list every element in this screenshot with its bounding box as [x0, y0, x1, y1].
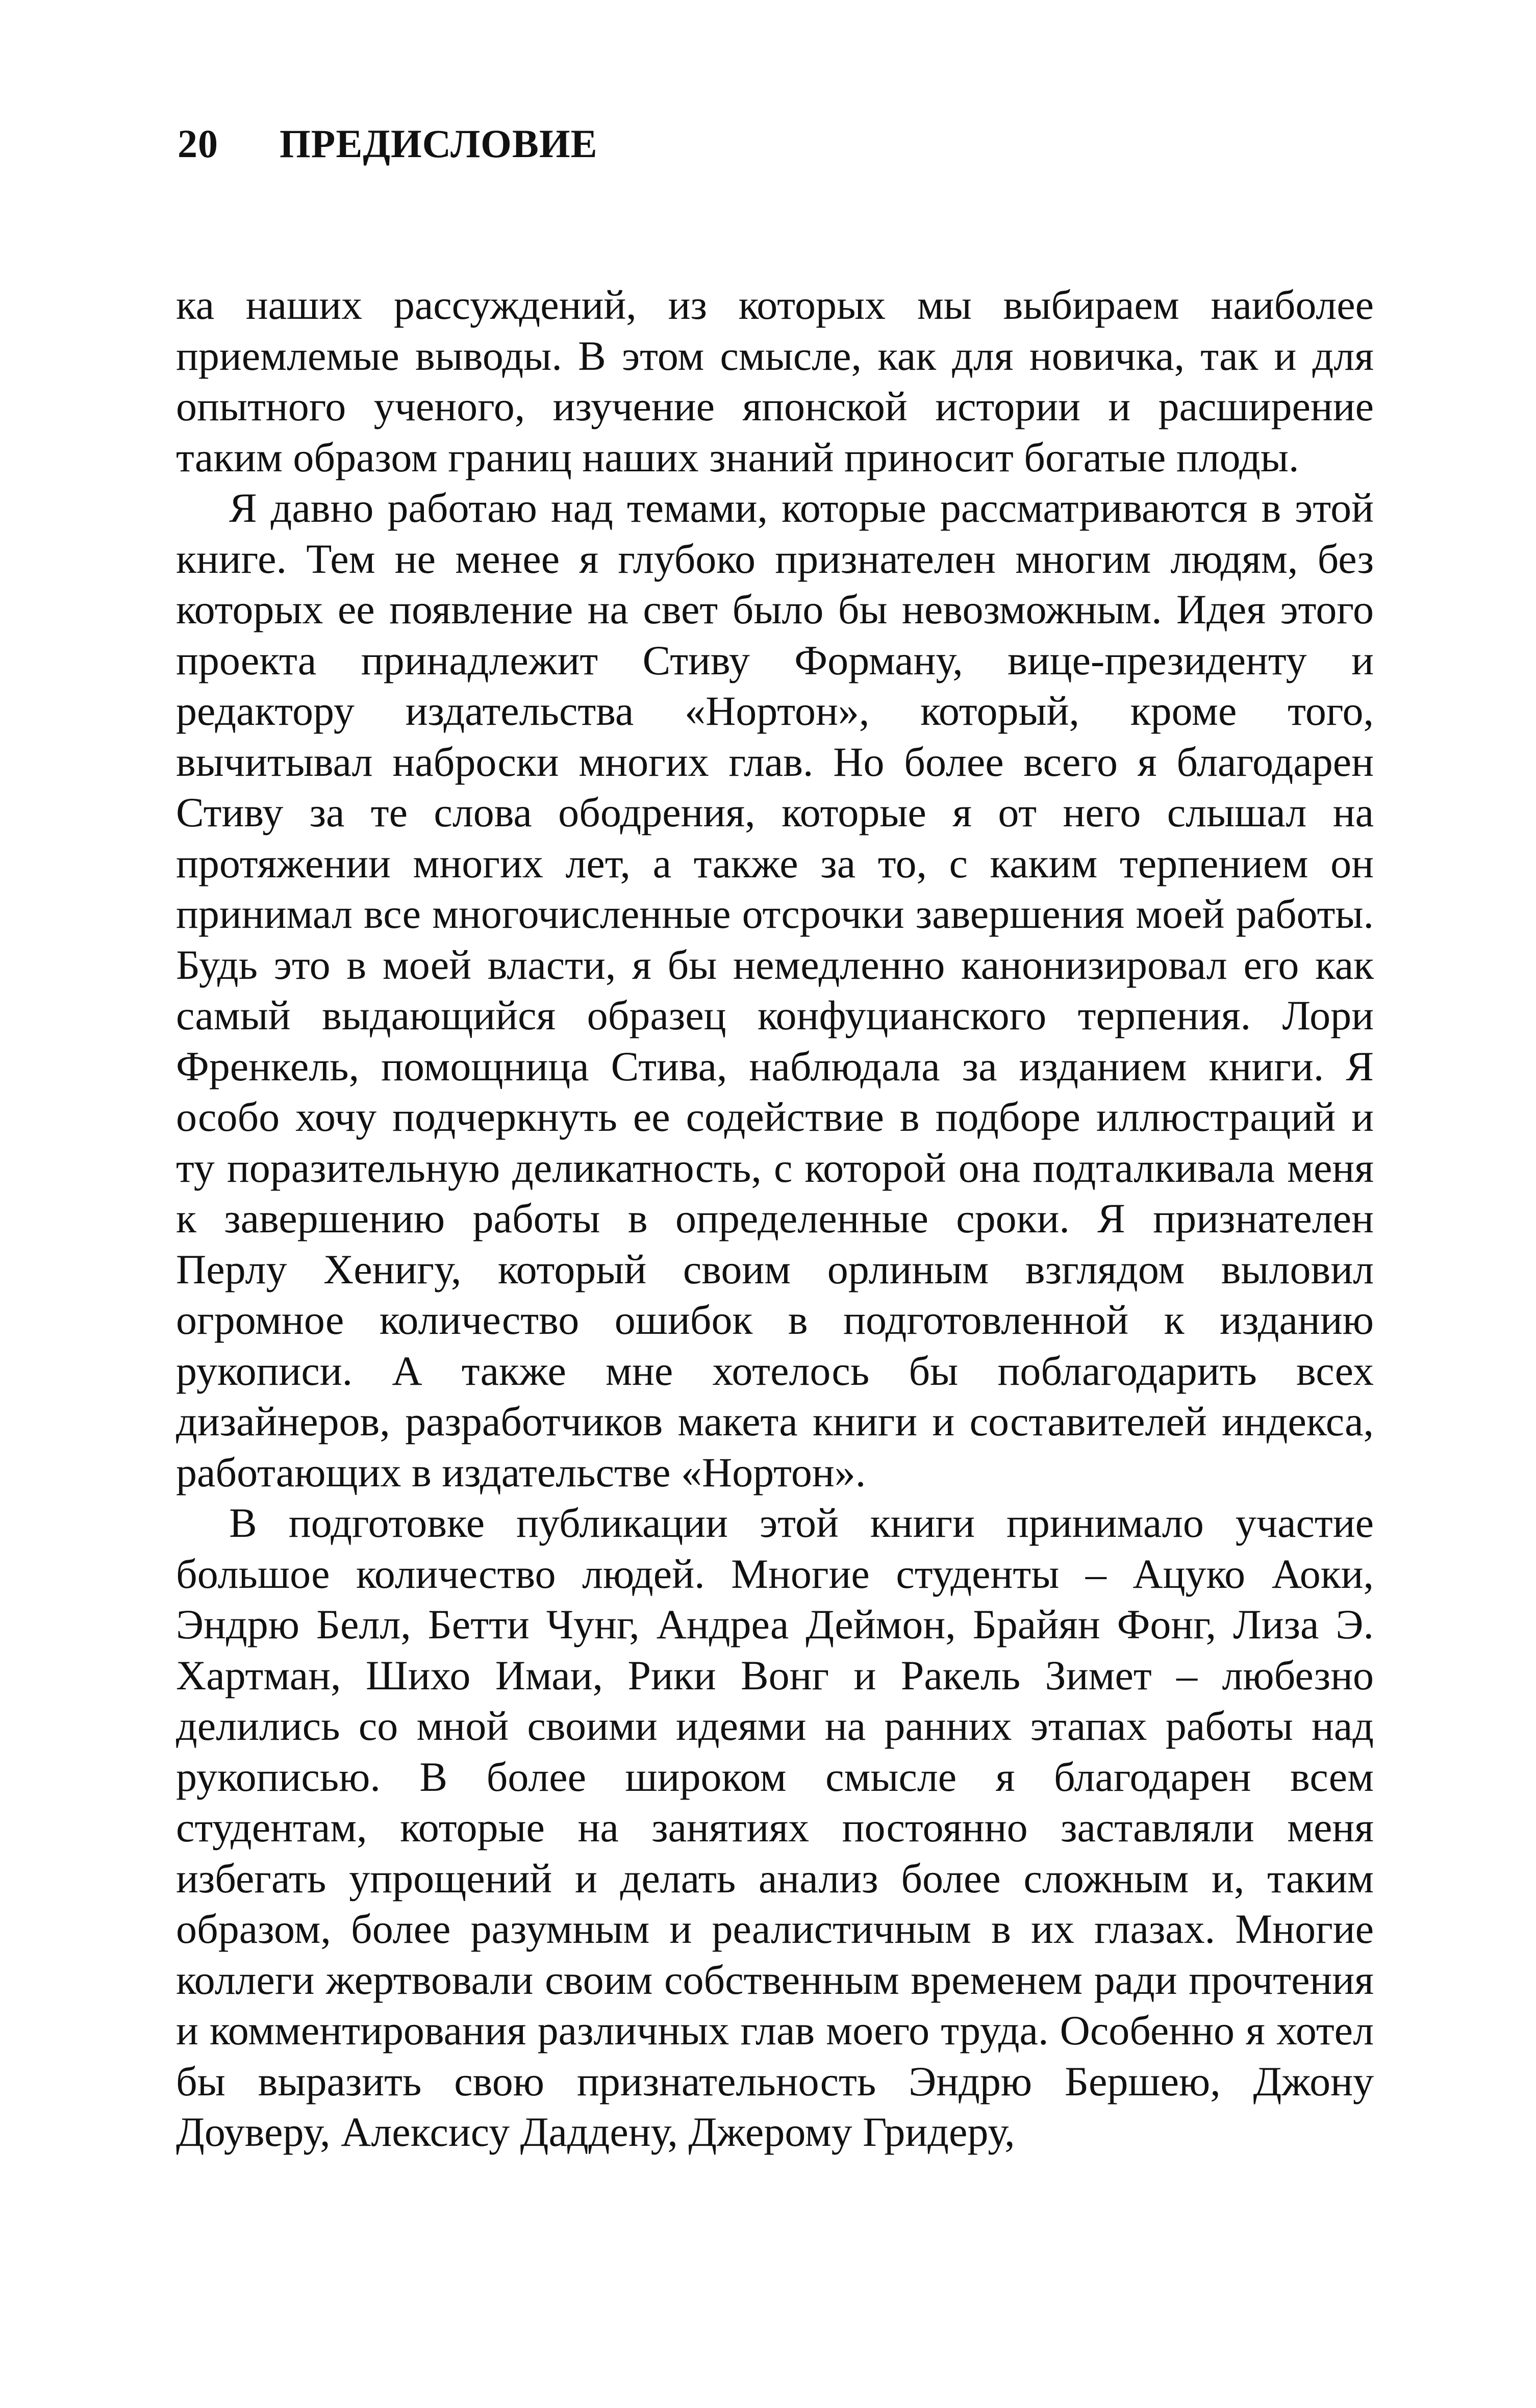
body-text — [176, 280, 1374, 2158]
page-number: 20 — [178, 121, 218, 166]
paragraph-acknowledgements: Я давно работаю над темами, которые рассматриваются в этой книге. Тем не менее я глубоко признателен многим людям, без которых ее появление на свет было бы невозможным. Идея этого проекта принадлежит Стиву Форману, вице-президенту и редактору издательства «Нортон», который, кроме того, вычитывал наброски многих глав. Но более всего я благодарен Стиву за те слова ободрения, которые я от него слышал на протяжении многих лет, а также за то, с каким терпением он принимал все многочисленные отсрочки завершения моей работы. Будь это в моей власти, я бы немедленно канонизировал его как самый выдающийся образец конфуцианского терпения. Лори Френкель, помощница Стива, наблюдала за изданием книги. Я особо хочу подчеркнуть ее содействие в подборе иллюстраций и ту поразительную деликатность, с которой она подталкивала меня к завершению работы в определенные сроки. Я признателен Перлу Хенигу, который своим орлиным взглядом выловил огромное количество ошибок в подготовленной к изданию рукописи. А также мне хотелось бы поблагодарить всех дизайнеров, разработчиков макета книги и составителей индекса, работающих в издательстве «Нортон». — [176, 485, 1374, 1496]
section-title: ПРЕДИСЛОВИЕ — [280, 121, 598, 166]
running-head — [178, 118, 598, 169]
paragraph-contributors: В подготовке публикации этой книги принимало участие большое количество людей. Многие студенты – Ацуко Аоки, Эндрю Белл, Бетти Чунг, Андреа Деймон, Брайян Фонг, Лиза Э. Хартман, Шихо Имаи, Рики Вонг и Ракель Зимет – любезно делились со мной своими идеями на ранних этапах работы над рукописью. В более широком смысле я благодарен всем студентам, которые на занятиях постоянно заставляли меня избегать упрощений и делать анализ более сложным и, таким образом, более разумным и реалистичным в их глазах. Многие коллеги жертвовали своим собственным временем ради прочтения и комментирования различных глав моего труда. Особенно я хотел бы выразить свою признательность Эндрю Бершею, Джону Доуверу, Алексису Даддену, Джерому Гридеру, — [176, 1500, 1374, 2155]
paragraph-continuation: ка наших рассуждений, из которых мы выбираем наиболее приемлемые выводы. В этом смысле, как для новичка, так и для опытного ученого, изучение японской истории и расширение таким образом границ наших знаний приносит богатые плоды. — [176, 282, 1374, 480]
